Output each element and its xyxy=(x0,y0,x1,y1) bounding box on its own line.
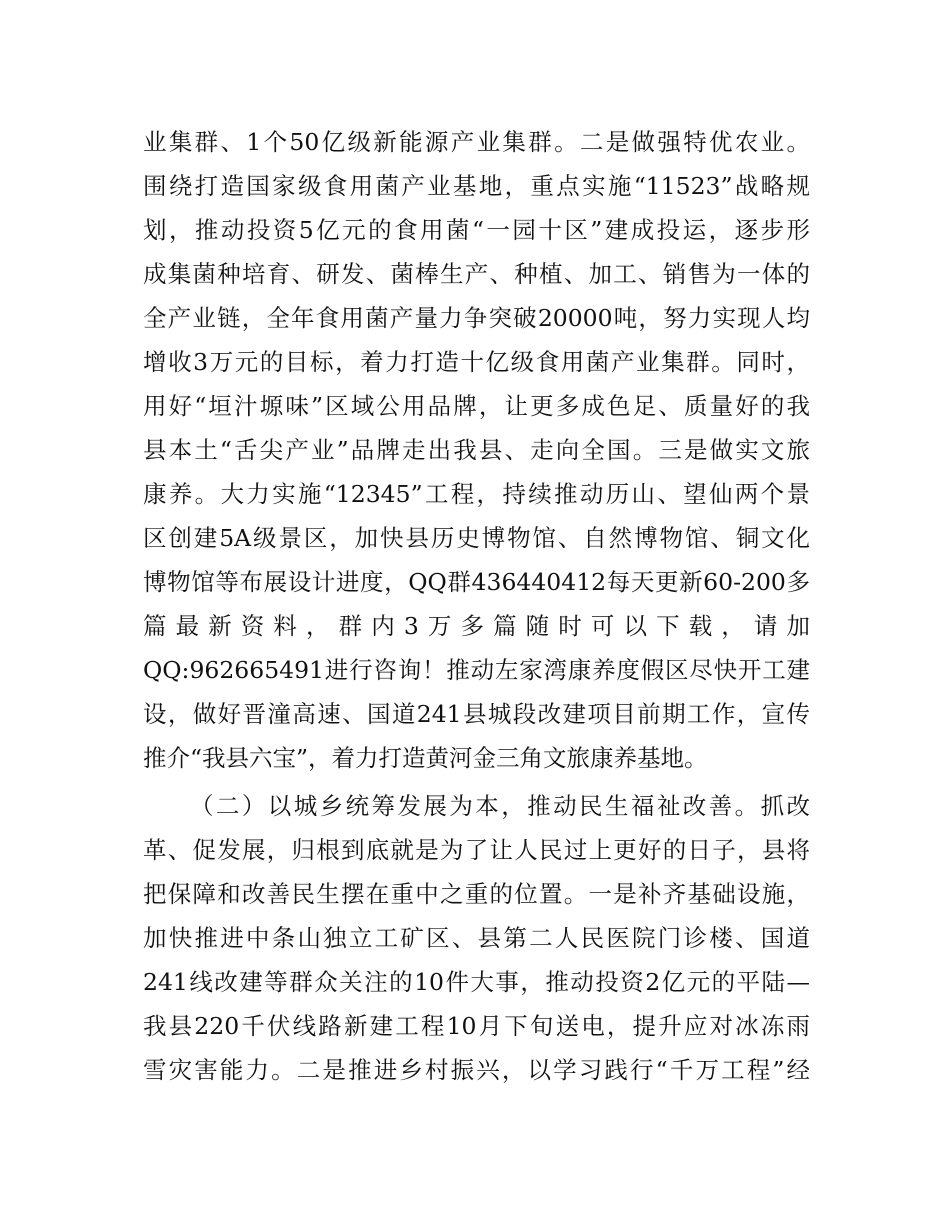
text-line: 用好“垣汁塬味”区域公用品牌，让更多成色足、质量好的我 xyxy=(143,392,810,420)
text-line: 县本土“舌尖产业”品牌走出我县、走向全国。三是做实文旅 xyxy=(143,436,810,464)
text-line: 篇最新资料，群内3万多篇随时可以下载，请加 xyxy=(143,612,810,640)
text-line: 推介“我县六宝”，着力打造黄河金三角文旅康养基地。 xyxy=(143,744,708,772)
text-line: 业集群、1个50亿级新能源产业集群。二是做强特优农业。 xyxy=(143,128,810,156)
text-line: 雪灾害能力。二是推进乡村振兴，以学习践行“千万工程”经 xyxy=(143,1056,810,1084)
text-line: 全产业链，全年食用菌产量力争突破20000吨，努力实现人均 xyxy=(143,304,810,332)
text-line: 围绕打造国家级食用菌产业基地，重点实施“11523”战略规 xyxy=(143,172,810,200)
text-line: 设，做好晋潼高速、国道241县城段改建项目前期工作，宣传 xyxy=(143,700,810,728)
text-line: 博物馆等布展设计进度，QQ群436440412每天更新60-200多 xyxy=(143,568,810,596)
text-line: （二）以城乡统筹发展为本，推动民生福祉改善。抓改 xyxy=(190,792,810,820)
text-line: QQ:962665491进行咨询！推动左家湾康养度假区尽快开工建 xyxy=(143,656,810,684)
text-line: 革、促发展，归根到底就是为了让人民过上更好的日子，县将 xyxy=(143,836,810,864)
text-line: 成集菌种培育、研发、菌棒生产、种植、加工、销售为一体的 xyxy=(143,260,810,288)
text-line: 把保障和改善民生摆在重中之重的位置。一是补齐基础设施， xyxy=(143,880,810,908)
text-line: 康养。大力实施“12345”工程，持续推动历山、望仙两个景 xyxy=(143,480,810,508)
text-line: 241线改建等群众关注的10件大事，推动投资2亿元的平陆— xyxy=(143,968,810,996)
text-line: 区创建5A级景区，加快县历史博物馆、自然博物馆、铜文化 xyxy=(143,524,810,552)
text-line: 加快推进中条山独立工矿区、县第二人民医院门诊楼、国道 xyxy=(143,924,810,952)
text-line: 增收3万元的目标，着力打造十亿级食用菌产业集群。同时， xyxy=(143,348,810,376)
text-line: 划，推动投资5亿元的食用菌“一园十区”建成投运，逐步形 xyxy=(143,216,810,244)
text-line: 我县220千伏线路新建工程10月下旬送电，提升应对冰冻雨 xyxy=(143,1012,810,1040)
